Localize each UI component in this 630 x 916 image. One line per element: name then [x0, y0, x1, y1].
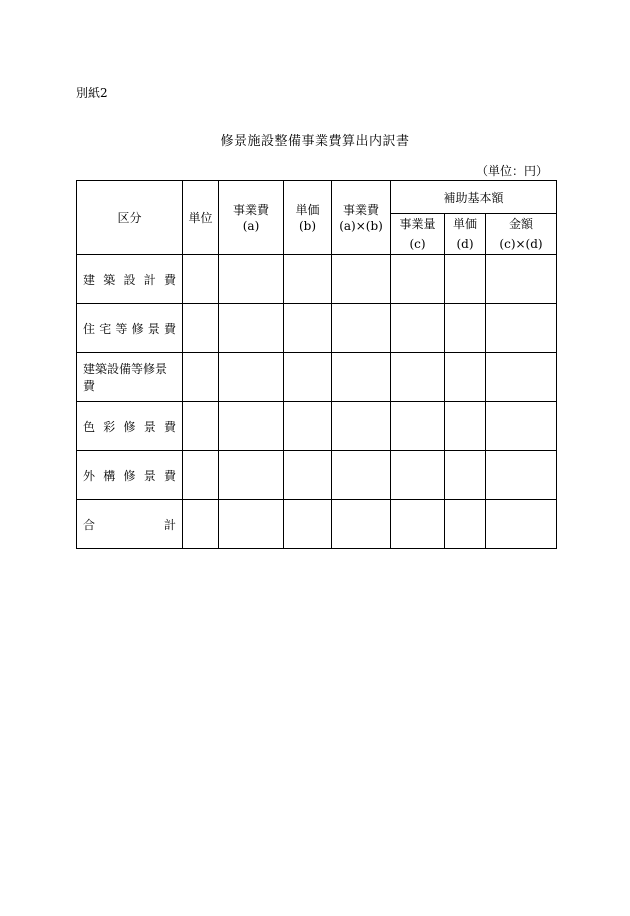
value-cell[interactable]	[486, 500, 557, 549]
table-body	[77, 255, 557, 549]
value-cell[interactable]	[486, 304, 557, 353]
header-row-top	[77, 181, 557, 214]
header-cost-calc	[332, 181, 391, 255]
document-title: 修景施設整備事業費算出内訳書	[220, 134, 410, 149]
row-label-text: 合 計	[83, 517, 176, 532]
value-cell[interactable]	[284, 451, 332, 500]
value-cell[interactable]	[183, 304, 219, 353]
header-subsidy-group: 補助基本額	[391, 181, 557, 214]
header-unit: 単位	[183, 181, 219, 255]
table-row	[77, 402, 557, 451]
row-label	[77, 304, 183, 353]
row-label	[77, 451, 183, 500]
row-label	[77, 500, 183, 549]
header-subsidy-price-sub: (d)	[456, 237, 474, 251]
value-cell[interactable]	[332, 451, 391, 500]
value-cell[interactable]	[391, 353, 445, 402]
value-cell[interactable]	[332, 255, 391, 304]
header-quantity-label: 事業量	[399, 217, 436, 231]
value-cell[interactable]	[332, 353, 391, 402]
row-label-text: 外 構 修 景 費	[83, 468, 176, 483]
value-cell[interactable]	[445, 451, 486, 500]
row-label-text: 建 築 設 計 費	[83, 272, 176, 287]
header-quantity-sub: (c)	[409, 237, 426, 251]
unit-note: （単位：円）	[475, 164, 548, 178]
header-cost-label: 事業費	[232, 202, 269, 217]
value-cell[interactable]	[445, 402, 486, 451]
value-cell[interactable]	[486, 451, 557, 500]
value-cell[interactable]	[486, 255, 557, 304]
header-cost-calc-label: 事業費	[342, 202, 379, 217]
header-subsidy-price	[445, 214, 486, 255]
value-cell[interactable]	[183, 255, 219, 304]
value-cell[interactable]	[486, 402, 557, 451]
document-label: 別紙2	[76, 86, 108, 100]
table-row	[77, 451, 557, 500]
value-cell[interactable]	[332, 402, 391, 451]
header-cost-calc-sub: (a)×(b)	[339, 218, 383, 233]
value-cell[interactable]	[445, 255, 486, 304]
header-cost	[219, 181, 284, 255]
value-cell[interactable]	[391, 451, 445, 500]
value-cell[interactable]	[219, 304, 284, 353]
value-cell[interactable]	[219, 402, 284, 451]
table-row	[77, 304, 557, 353]
value-cell[interactable]	[183, 353, 219, 402]
value-cell[interactable]	[284, 304, 332, 353]
value-cell[interactable]	[445, 353, 486, 402]
cost-breakdown-table	[76, 180, 557, 549]
header-amount-sub: (c)×(d)	[499, 237, 543, 251]
value-cell[interactable]	[445, 500, 486, 549]
header-price	[284, 181, 332, 255]
table-row	[77, 353, 557, 402]
value-cell[interactable]	[332, 500, 391, 549]
value-cell[interactable]	[183, 500, 219, 549]
value-cell[interactable]	[219, 451, 284, 500]
header-quantity	[391, 214, 445, 255]
table-row	[77, 255, 557, 304]
row-label	[77, 255, 183, 304]
header-price-label: 単価	[295, 202, 320, 217]
table-row	[77, 500, 557, 549]
header-cost-sub: (a)	[242, 218, 260, 233]
value-cell[interactable]	[183, 451, 219, 500]
row-label	[77, 353, 183, 402]
value-cell[interactable]	[391, 255, 445, 304]
value-cell[interactable]	[391, 402, 445, 451]
value-cell[interactable]	[332, 304, 391, 353]
value-cell[interactable]	[219, 500, 284, 549]
header-category: 区分	[77, 181, 183, 255]
value-cell[interactable]	[284, 500, 332, 549]
value-cell[interactable]	[219, 353, 284, 402]
value-cell[interactable]	[391, 500, 445, 549]
value-cell[interactable]	[486, 353, 557, 402]
value-cell[interactable]	[284, 255, 332, 304]
value-cell[interactable]	[284, 402, 332, 451]
header-amount-label: 金額	[509, 217, 534, 231]
value-cell[interactable]	[391, 304, 445, 353]
value-cell[interactable]	[219, 255, 284, 304]
header-price-sub: (b)	[298, 218, 317, 233]
row-label-text: 色 彩 修 景 費	[83, 419, 176, 434]
value-cell[interactable]	[445, 304, 486, 353]
row-label-text: 住 宅 等 修 景 費	[83, 321, 176, 336]
row-label	[77, 402, 183, 451]
header-amount	[486, 214, 557, 255]
row-label-text: 建築設備等修景費	[83, 362, 168, 393]
value-cell[interactable]	[183, 402, 219, 451]
header-subsidy-price-label: 単価	[452, 217, 477, 231]
value-cell[interactable]	[284, 353, 332, 402]
